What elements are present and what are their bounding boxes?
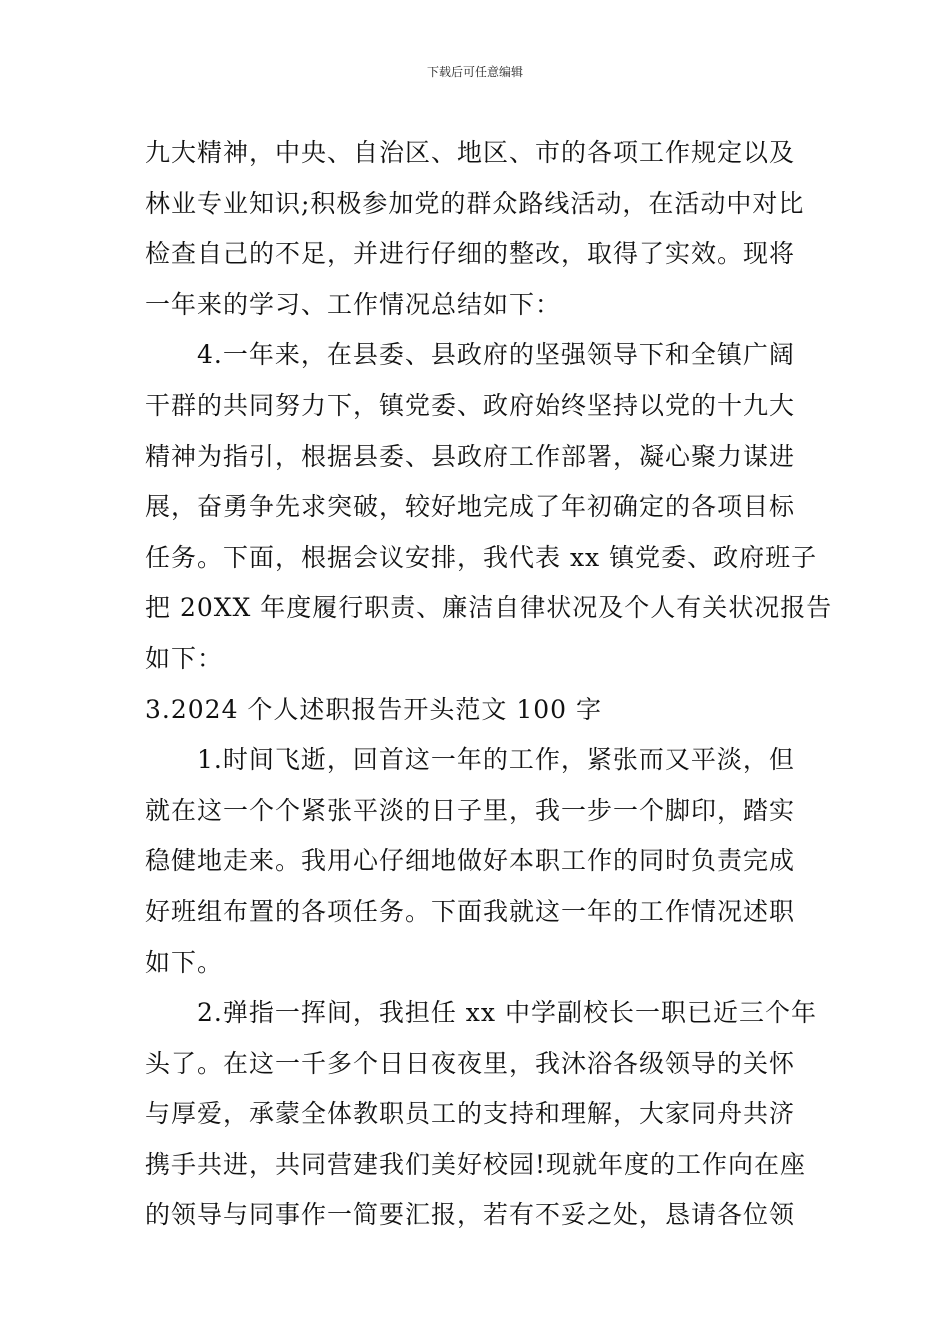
text-line: 九大精神，中央、自治区、地区、市的各项工作规定以及: [145, 138, 796, 167]
text-line: 干群的共同努力下，镇党委、政府始终坚持以党的十九大: [145, 390, 796, 420]
paragraph-start-line: 2.弹指一挥间，我担任 xx 中学副校长一职已近三个年: [197, 998, 817, 1028]
text-line: 稳健地走来。我用心仔细地做好本职工作的同时负责完成: [145, 846, 796, 876]
paragraph-start-line: 1.时间飞逝，回首这一年的工作，紧张而又平淡，但: [197, 745, 795, 775]
text-line: 头了。在这一千多个日日夜夜里，我沐浴各级领导的关怀: [145, 1048, 796, 1078]
text-line: 检查自己的不足，并进行仔细的整改，取得了实效。现将: [145, 239, 796, 269]
text-line: 精神为指引，根据县委、县政府工作部署，凝心聚力谋进: [145, 441, 796, 471]
text-line: 携手共进，共同营建我们美好校园!现就年度的工作向在座: [145, 1149, 807, 1179]
text-line: 任务。下面，根据会议安排，我代表 xx 镇党委、政府班子: [145, 542, 818, 572]
paragraph-start-line: 4.一年来，在县委、县政府的坚强领导下和全镇广阔: [197, 340, 795, 370]
text-line: 就在这一个个紧张平淡的日子里，我一步一个脚印，踏实: [145, 795, 796, 825]
text-line: 好班组布置的各项任务。下面我就这一年的工作情况述职: [145, 896, 796, 926]
text-line: 林业专业知识;积极参加党的群众路线活动，在活动中对比: [145, 188, 805, 218]
text-line: 把 20XX 年度履行职责、廉洁自律状况及个人有关状况报告: [145, 593, 833, 623]
text-line: 一年来的学习、工作情况总结如下：: [145, 289, 562, 319]
text-line: 展，奋勇争先求突破，较好地完成了年初确定的各项目标: [145, 492, 796, 522]
document-body: [145, 128, 833, 1241]
text-line: 如下。: [145, 947, 224, 977]
text-line: 如下：: [145, 643, 224, 673]
text-line: 与厚爱，承蒙全体教职员工的支持和理解，大家同舟共济: [145, 1099, 796, 1129]
text-line: 的领导与同事作一简要汇报，若有不妥之处，恳请各位领: [145, 1200, 796, 1230]
section-heading: 3.2024 个人述职报告开头范文 100 字: [145, 694, 603, 724]
page-header-note: 下载后可任意编辑: [426, 65, 523, 79]
